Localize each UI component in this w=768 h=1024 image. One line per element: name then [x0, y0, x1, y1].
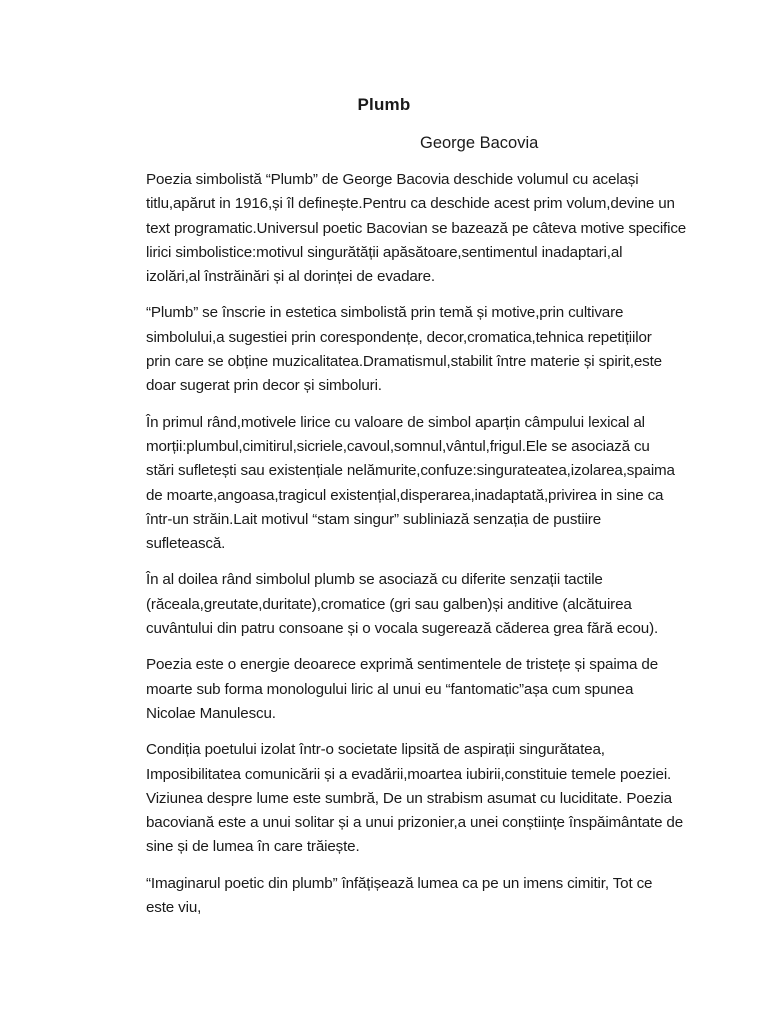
- paragraph-line: Nicolae Manulescu.: [146, 704, 276, 722]
- paragraph: [146, 411, 686, 557]
- paragraph-line: sufletească.: [146, 535, 226, 553]
- document-body: [146, 168, 686, 932]
- paragraph-line: “Imaginarul poetic din plumb” înfățișează lumea ca pe un imens cimitir, Tot ce: [146, 874, 653, 892]
- paragraph-line: În primul rând,motivele lirice cu valoare de simbol aparțin câmpului lexical al: [146, 413, 645, 431]
- paragraph-line: cuvântului din patru consoane și o vocala sugerează căderea grea fără ecou).: [146, 620, 659, 638]
- paragraph: [146, 872, 686, 921]
- paragraph-line: stări sufletești sau existențiale nelămurite,confuze:singurateatea,izolarea,spaima: [146, 462, 675, 480]
- paragraph-line: Condiția poetului izolat într-o societate lipsită de aspirații singurătatea,: [146, 741, 605, 759]
- paragraph-line: Poezia simbolistă “Plumb” de George Bacovia deschide volumul cu același: [146, 171, 639, 188]
- paragraph: [146, 301, 686, 398]
- paragraph-line: Imposibilitatea comunicării și a evadării,moartea iubirii,constituie temele poeziei.: [146, 765, 672, 783]
- paragraph-line: (răceala,greutate,duritate),cromatice (gri sau galben)și anditive (alcătuirea: [146, 595, 632, 613]
- document-title: Plumb: [357, 95, 411, 114]
- paragraph-line: moarte sub forma monologului liric al unui eu “fantomatic”așa cum spunea: [146, 680, 634, 698]
- paragraph-line: Poezia este o energie deoarece exprimă sentimentele de tristețe și spaima de: [146, 656, 659, 674]
- document-author: George Bacovia: [420, 134, 539, 152]
- paragraph-line: bacoviană este a unui solitar și a unui prizonier,a unei conștiințe înspăimântate de: [146, 814, 684, 832]
- paragraph-line: lirici simbolistice:motivul singurătății apăsătoare,sentimentul inadaptari,al: [146, 243, 623, 261]
- paragraph-line: de moarte,angoasa,tragicul existențial,disperarea,inadaptată,privirea in sine ca: [146, 486, 664, 504]
- paragraph-line: este viu,: [146, 899, 202, 917]
- paragraph-line: Viziunea despre lume este sumbră, De un strabism asumat cu luciditate. Poezia: [146, 789, 672, 807]
- paragraph-line: morții:plumbul,cimitirul,sicriele,cavoul,somnul,vântul,frigul.Ele se asociază cu: [146, 437, 650, 455]
- paragraph-line: titlu,apărut in 1916,și îl definește.Pentru ca deschide acest prim volum,devine un: [146, 195, 675, 213]
- paragraph-line: “Plumb” se înscrie in estetica simbolistă prin temă și motive,prin cultivare: [146, 304, 624, 322]
- paragraph-line: prin care se obține muzicalitatea.Dramatismul,stabilit între materie și spirit,este: [146, 353, 662, 371]
- paragraph: [146, 653, 686, 726]
- paragraph-line: text programatic.Universul poetic Bacovian se bazează pe câteva motive specifice: [146, 219, 687, 237]
- paragraph-line: într-un străin.Lait motivul “stam singur” subliniază senzația de pustiire: [146, 510, 602, 528]
- paragraph-line: izolări,al înstrăinări și al dorinței de evadare.: [146, 268, 435, 286]
- paragraph-line: În al doilea rând simbolul plumb se asociază cu diferite senzații tactile: [146, 571, 603, 589]
- paragraph: [146, 168, 686, 289]
- paragraph-line: simbolului,a sugestiei prin corespondențe, decor,cromatica,tehnica repetițiilor: [146, 328, 652, 346]
- paragraph-line: sine și de lumea în care trăiește.: [146, 838, 360, 856]
- paragraph: [146, 568, 686, 641]
- paragraph-line: doar sugerat prin decor și simboluri.: [146, 377, 382, 395]
- paragraph: [146, 738, 686, 859]
